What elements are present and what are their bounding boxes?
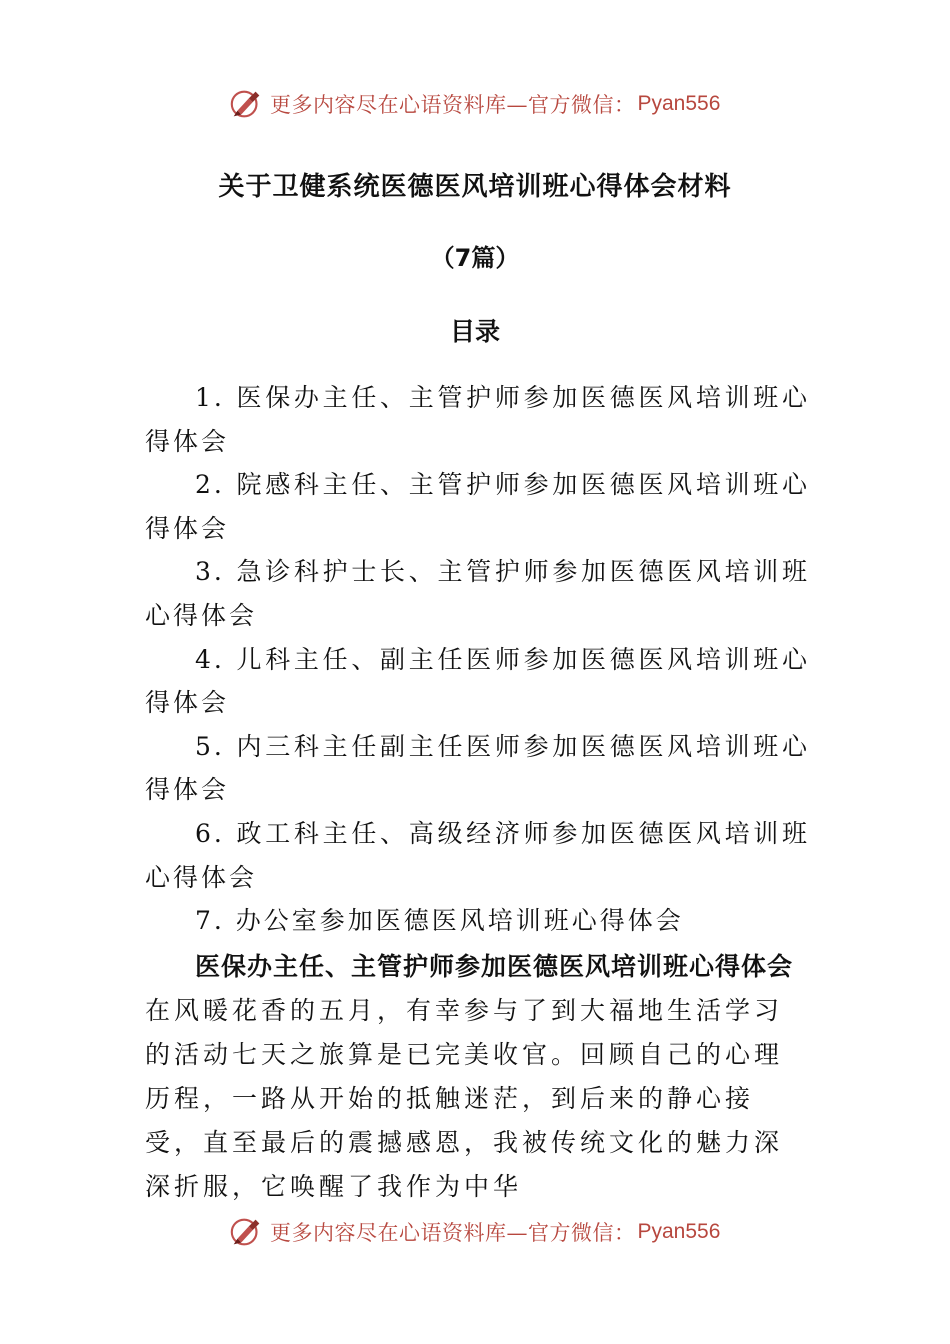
watermark-wechat-id: Pyan556 xyxy=(637,92,721,115)
section-paragraph: 在风暖花香的五月，有幸参与了到大福地生活学习的活动七天之旅算是已完美收官。回顾自己的心理历程，一路从开始的抵触迷茫，到后来的静心接受，直至最后的震撼感恩，我被传统文化的魅力深深折服，它唤醒了我作为中华 xyxy=(145,995,784,1201)
toc-item-7: 7. 办公室参加医德医风培训班心得体会 xyxy=(195,906,684,936)
footer-watermark xyxy=(228,1210,720,1254)
toc-item-3: 3. 急诊科护士长、主管护师参加医德医风培训班心得体会 xyxy=(145,557,810,630)
pen-logo-icon xyxy=(228,85,266,123)
toc-item-5: 5. 内三科主任副主任医师参加医德医风培训班心得体会 xyxy=(145,731,810,805)
watermark-text: 更多内容尽在心语资料库—官方微信： xyxy=(270,93,636,117)
watermark-wechat-id: Pyan556 xyxy=(637,1220,721,1243)
header-watermark xyxy=(228,82,720,126)
toc-heading: 目录 xyxy=(449,317,500,346)
section-1 xyxy=(145,945,810,1209)
document-title: 关于卫健系统医德医风培训班心得体会材料 xyxy=(218,172,732,202)
toc-item-4: 4. 儿科主任、副主任医师参加医德医风培训班心得体会 xyxy=(145,644,810,718)
table-of-contents xyxy=(145,376,810,943)
watermark-text: 更多内容尽在心语资料库—官方微信： xyxy=(270,1221,636,1245)
pen-logo-icon xyxy=(228,1213,266,1251)
document-subtitle: （7篇） xyxy=(430,244,520,272)
section-heading: 医保办主任、主管护师参加医德医风培训班心得体会 xyxy=(195,952,794,981)
toc-item-2: 2. 院感科主任、主管护师参加医德医风培训班心得体会 xyxy=(145,470,810,543)
toc-item-6: 6. 政工科主任、高级经济师参加医德医风培训班心得体会 xyxy=(145,818,810,892)
toc-item-1: 1. 医保办主任、主管护师参加医德医风培训班心得体会 xyxy=(145,383,810,456)
